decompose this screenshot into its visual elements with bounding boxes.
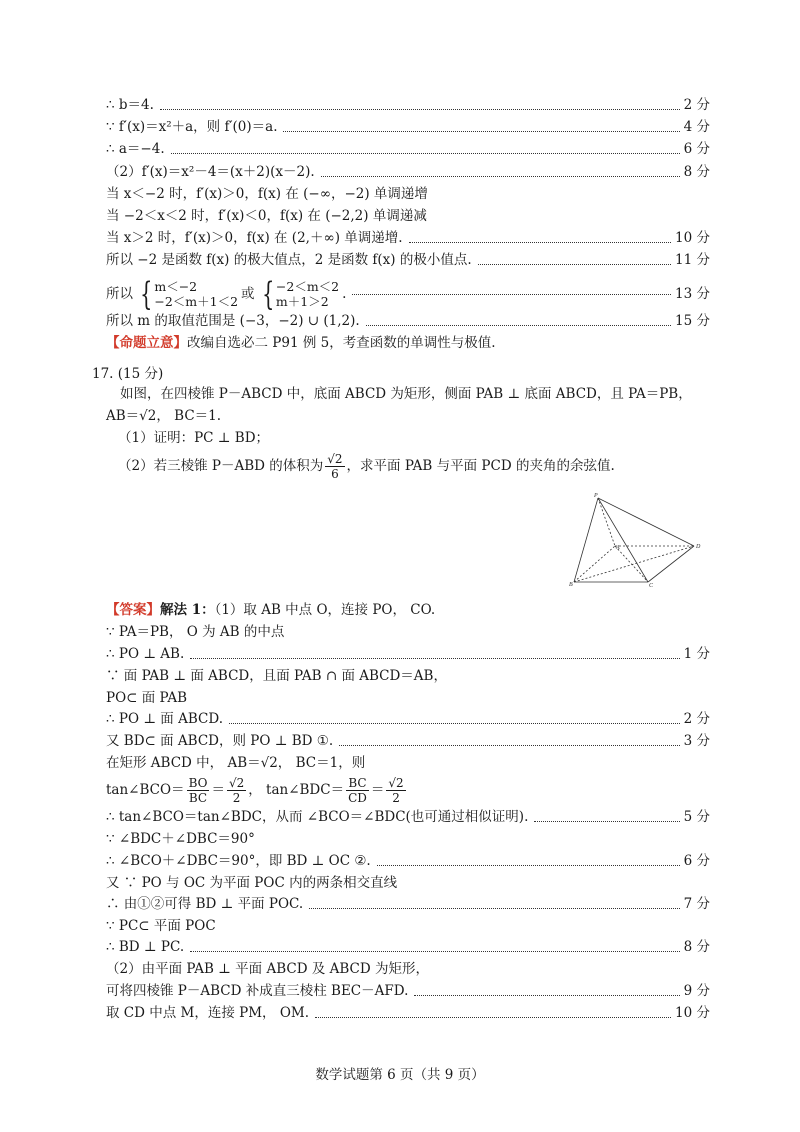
- edge-ac: [615, 546, 648, 582]
- step-line: 可将四棱锥 P－ABCD 补成直三棱柱 BEC－AFD. 9 分: [106, 983, 710, 999]
- label-a: A: [616, 545, 620, 551]
- step-line: 在矩形 ABCD 中， AB＝√2， BC＝1，则: [106, 755, 366, 771]
- edge-pb: [574, 498, 598, 582]
- label-p: P: [594, 493, 598, 499]
- question-2: （2）若三棱锥 P－ABD 的体积为 $\frac{√2}{6}$ ，求平面 PAB 与平面 PCD 的夹角的余弦值.: [118, 452, 615, 481]
- step-line: 又 ∵ PO 与 OC 为平面 POC 内的两条相交直线: [106, 875, 398, 891]
- step-line: ∵ 面 PAB ⊥ 面 ABCD，且面 PAB ∩ 面 ABCD＝AB，: [106, 668, 447, 684]
- step-line: PO⊂ 面 PAB: [106, 690, 188, 706]
- pyramid-figure: [560, 488, 710, 588]
- solution-line: 当 x＜−2 时，f′(x)＞0，f(x) 在 (−∞，−2) 单调递增: [106, 186, 428, 202]
- label-b: B: [569, 582, 573, 588]
- problem-stem: AB＝√2， BC＝1.: [106, 408, 222, 424]
- inequality-system-1: { m＜−2 −2＜m＋1＜2: [140, 275, 239, 313]
- step-line: ∵ PC⊂ 平面 POC: [106, 918, 216, 934]
- problem-number: 17. (15 分): [92, 366, 164, 382]
- edge-ba: [574, 546, 615, 582]
- solution-line: 所以 m 的取值范围是 (−3，−2) ∪ (1,2). 15 分: [106, 313, 710, 329]
- step-line: ∴ 由①②可得 BD ⊥ 平面 POC. 7 分: [106, 896, 710, 912]
- label-c: C: [649, 583, 654, 588]
- intent-note: [106, 333, 496, 354]
- inequality-system-2: { −2＜m＜2 m＋1＞2: [261, 275, 340, 313]
- answer-label: 【答案】: [106, 602, 160, 618]
- step-line: 又 BD⊂ 面 ABCD，则 PO ⊥ BD ①. 3 分: [106, 733, 710, 749]
- answer-heading: [106, 600, 435, 621]
- answer-method: 解法 1：: [160, 602, 215, 618]
- step-line: ∴ ∠BCO＋∠DBC＝90°，即 BD ⊥ OC ②. 6 分: [106, 853, 710, 869]
- page-footer: 数学试题第 6 页（共 9 页）: [315, 1067, 485, 1083]
- step-line: ∴ BD ⊥ PC. 8 分: [106, 939, 710, 955]
- system-line: 所以 { m＜−2 −2＜m＋1＜2 或 { −2＜m＜2 m＋1＞2 . 13 分: [106, 275, 710, 313]
- tan-line: tan∠BCO＝ $\frac{BO}{BC}$ ＝ $\frac{√2}{2}$ ， tan∠BDC＝ $\frac{BC}{CD}$ ＝ $\frac{√2}{2}$: [106, 776, 404, 805]
- edge-bd: [574, 546, 694, 582]
- solution-line: ∵ f′(x)＝x²＋a，则 f′(0)＝a. 4 分: [106, 119, 710, 135]
- label-d: D: [696, 544, 701, 550]
- intent-label: 【命题立意】: [106, 335, 187, 351]
- answer-first: （1）取 AB 中点 O，连接 PO， CO.: [214, 602, 436, 618]
- step-line: ∴ PO ⊥ AB. 1 分: [106, 646, 710, 662]
- question-1: （1）证明：PC ⊥ BD；: [118, 430, 270, 446]
- step-line: ∵ ∠BDC＋∠DBC＝90°: [106, 831, 255, 847]
- edge-cd: [648, 546, 694, 582]
- problem-stem: 如图，在四棱锥 P－ABCD 中，底面 ABCD 为矩形，侧面 PAB ⊥ 底面 ABCD，且 PA＝PB，: [120, 386, 692, 402]
- solution-line: （2）f′(x)＝x²－4＝(x＋2)(x－2). 8 分: [106, 164, 710, 180]
- step-line: ∴ tan∠BCO＝tan∠BDC，从而 ∠BCO＝∠BDC(也可通过相似证明). 5 分: [106, 809, 710, 825]
- step-line: （2）由平面 PAB ⊥ 平面 ABCD 及 ABCD 为矩形，: [106, 961, 429, 977]
- solution-line: ∴ a＝−4. 6 分: [106, 141, 710, 157]
- solution-line: 当 x＞2 时，f′(x)＞0，f(x) 在 (2,＋∞) 单调递增. 10 分: [106, 230, 710, 246]
- intent-text: 改编自选必二 P91 例 5，考查函数的单调性与极值.: [187, 335, 496, 351]
- step-line: ∴ PO ⊥ 面 ABCD. 2 分: [106, 711, 710, 727]
- solution-line: 所以 −2 是函数 f(x) 的极大值点，2 是函数 f(x) 的极小值点. 11 分: [106, 252, 710, 268]
- solution-line: ∴ b＝4. 2 分: [106, 97, 710, 113]
- solution-line: 当 −2＜x＜2 时，f′(x)＜0，f(x) 在 (−2,2) 单调递减: [106, 208, 427, 224]
- step-line: ∵ PA＝PB， O 为 AB 的中点: [106, 624, 285, 640]
- step-line: 取 CD 中点 M，连接 PM， OM. 10 分: [106, 1005, 710, 1021]
